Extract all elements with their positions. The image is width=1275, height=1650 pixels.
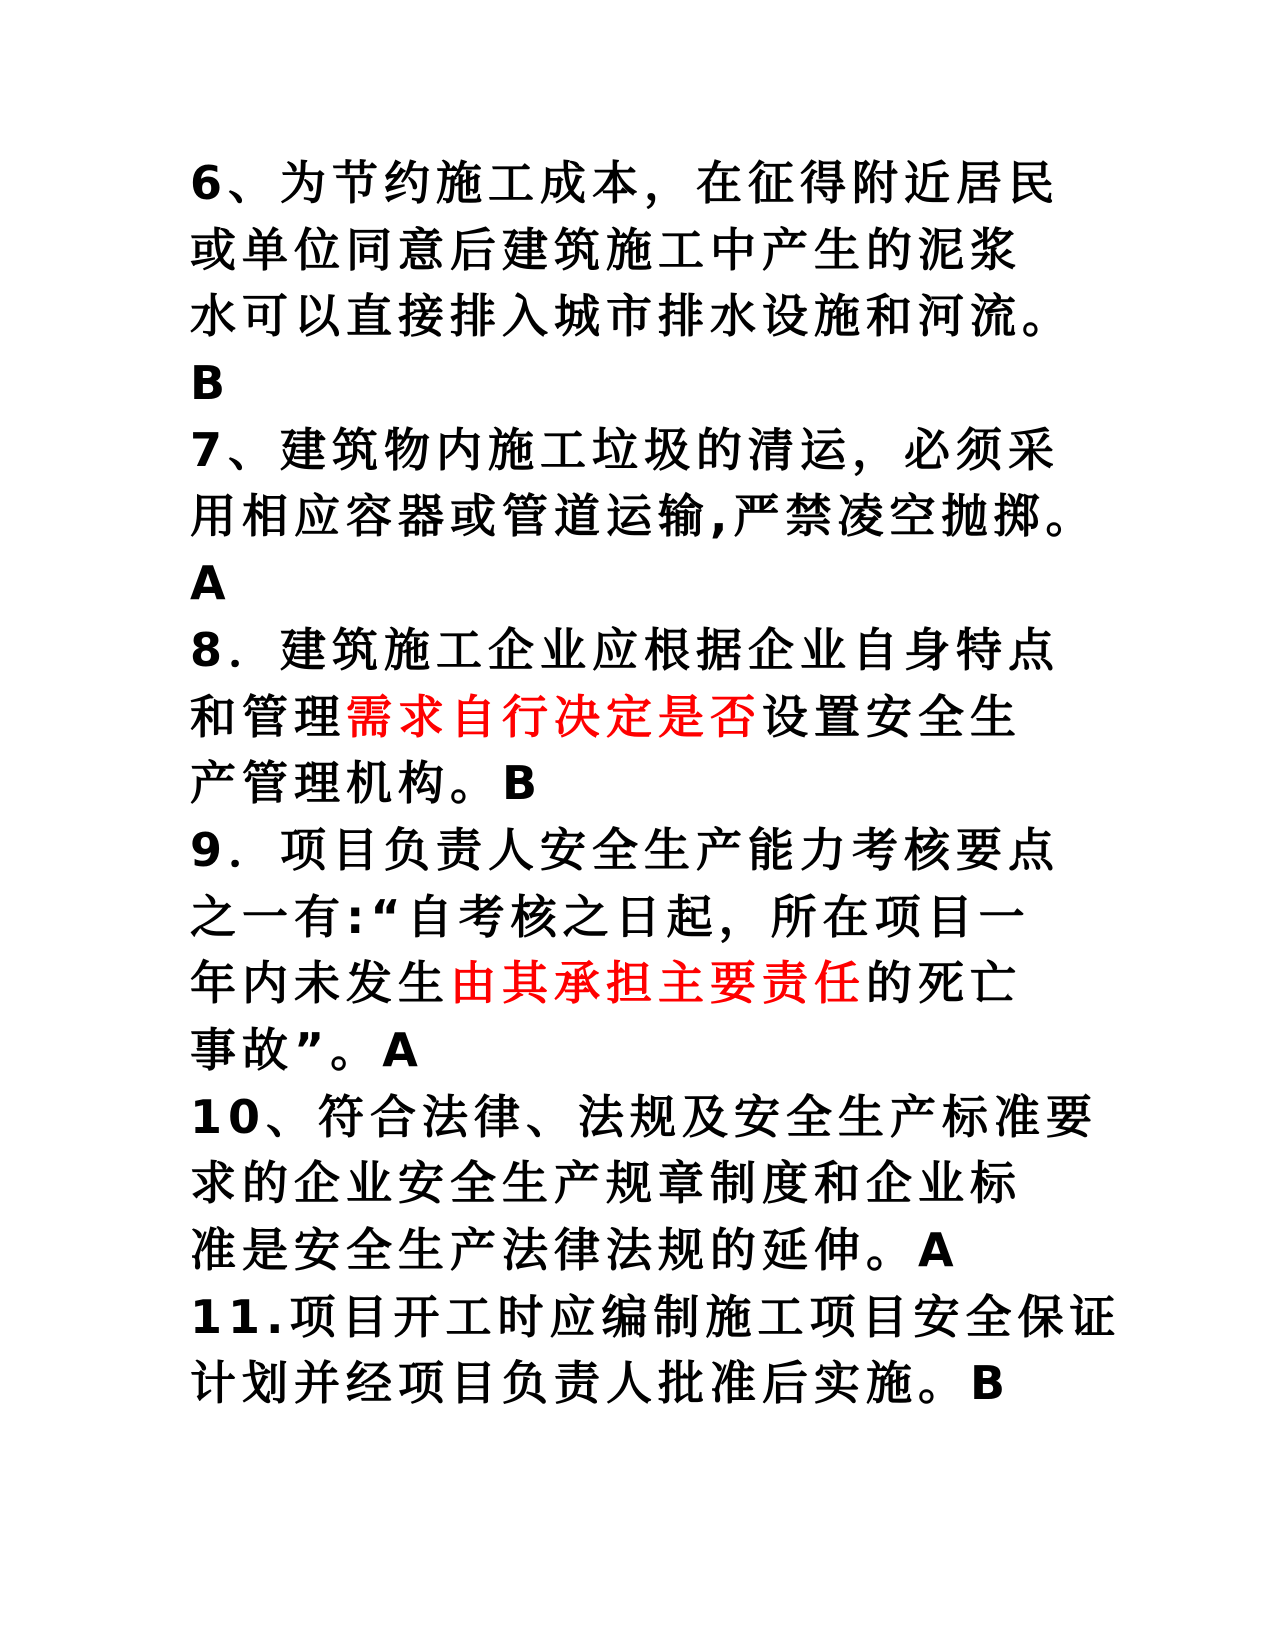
- text-line: [190, 217, 1090, 284]
- text-line: [190, 283, 1090, 350]
- text-segment: 年内未发生: [190, 956, 450, 1011]
- text-line: [190, 750, 1090, 817]
- text-line: [190, 1084, 1099, 1151]
- text-segment: 事故”。A: [190, 1022, 424, 1077]
- text-segment: 11.项目开工时应编制施工项目安全保证: [190, 1289, 1122, 1344]
- text-segment: 之一有:“自考核之日起，所在项目一: [190, 889, 1031, 944]
- text-segment: 产管理机构。B: [190, 756, 544, 811]
- text-line: [190, 1150, 1090, 1217]
- text-segment: 6、为节约施工成本，在征得附近居民: [190, 156, 1061, 210]
- text-segment: 计划并经项目负责人批准后实施。B: [190, 1356, 1012, 1411]
- text-line: [190, 950, 1090, 1017]
- text-line: [190, 1217, 1090, 1284]
- text-line: [190, 684, 1090, 751]
- text-segment: 用相应容器或管道运输,严禁凌空抛掷。: [190, 489, 1098, 544]
- text-segment: 的死亡: [866, 956, 1022, 1011]
- text-line: [190, 884, 1090, 951]
- text-segment: 或单位同意后建筑施工中产生的泥浆: [190, 222, 1022, 277]
- text-segment: 水可以直接排入城市排水设施和河流。: [190, 289, 1074, 344]
- text-segment: 和管理: [190, 689, 346, 744]
- text-line: [190, 1017, 1090, 1084]
- highlighted-text: 需求自行决定是否: [346, 689, 762, 744]
- question-text-body: [190, 150, 1122, 1417]
- highlighted-text: 由其承担主要责任: [450, 956, 866, 1011]
- text-line: [190, 1284, 1122, 1351]
- answer-line: [190, 550, 1090, 617]
- text-line: [190, 150, 1090, 217]
- text-segment: 8．建筑施工企业应根据企业自身特点: [190, 622, 1061, 677]
- text-line: [190, 617, 1090, 684]
- text-segment: 求的企业安全生产规章制度和企业标: [190, 1156, 1022, 1211]
- text-segment: 准是安全生产法律法规的延伸。A: [190, 1223, 960, 1277]
- text-segment: 设置安全生: [762, 689, 1022, 744]
- answer-label: B: [190, 356, 232, 411]
- text-segment: 10、符合法律、法规及安全生产标准要: [190, 1089, 1099, 1144]
- text-line: [190, 817, 1090, 884]
- answer-label: A: [190, 556, 232, 611]
- answer-line: [190, 350, 1090, 417]
- text-segment: 9．项目负责人安全生产能力考核要点: [190, 822, 1061, 877]
- text-line: [190, 483, 1098, 550]
- text-line: [190, 1350, 1090, 1417]
- text-line: [190, 417, 1090, 484]
- text-segment: 7、建筑物内施工垃圾的清运，必须采: [190, 422, 1061, 477]
